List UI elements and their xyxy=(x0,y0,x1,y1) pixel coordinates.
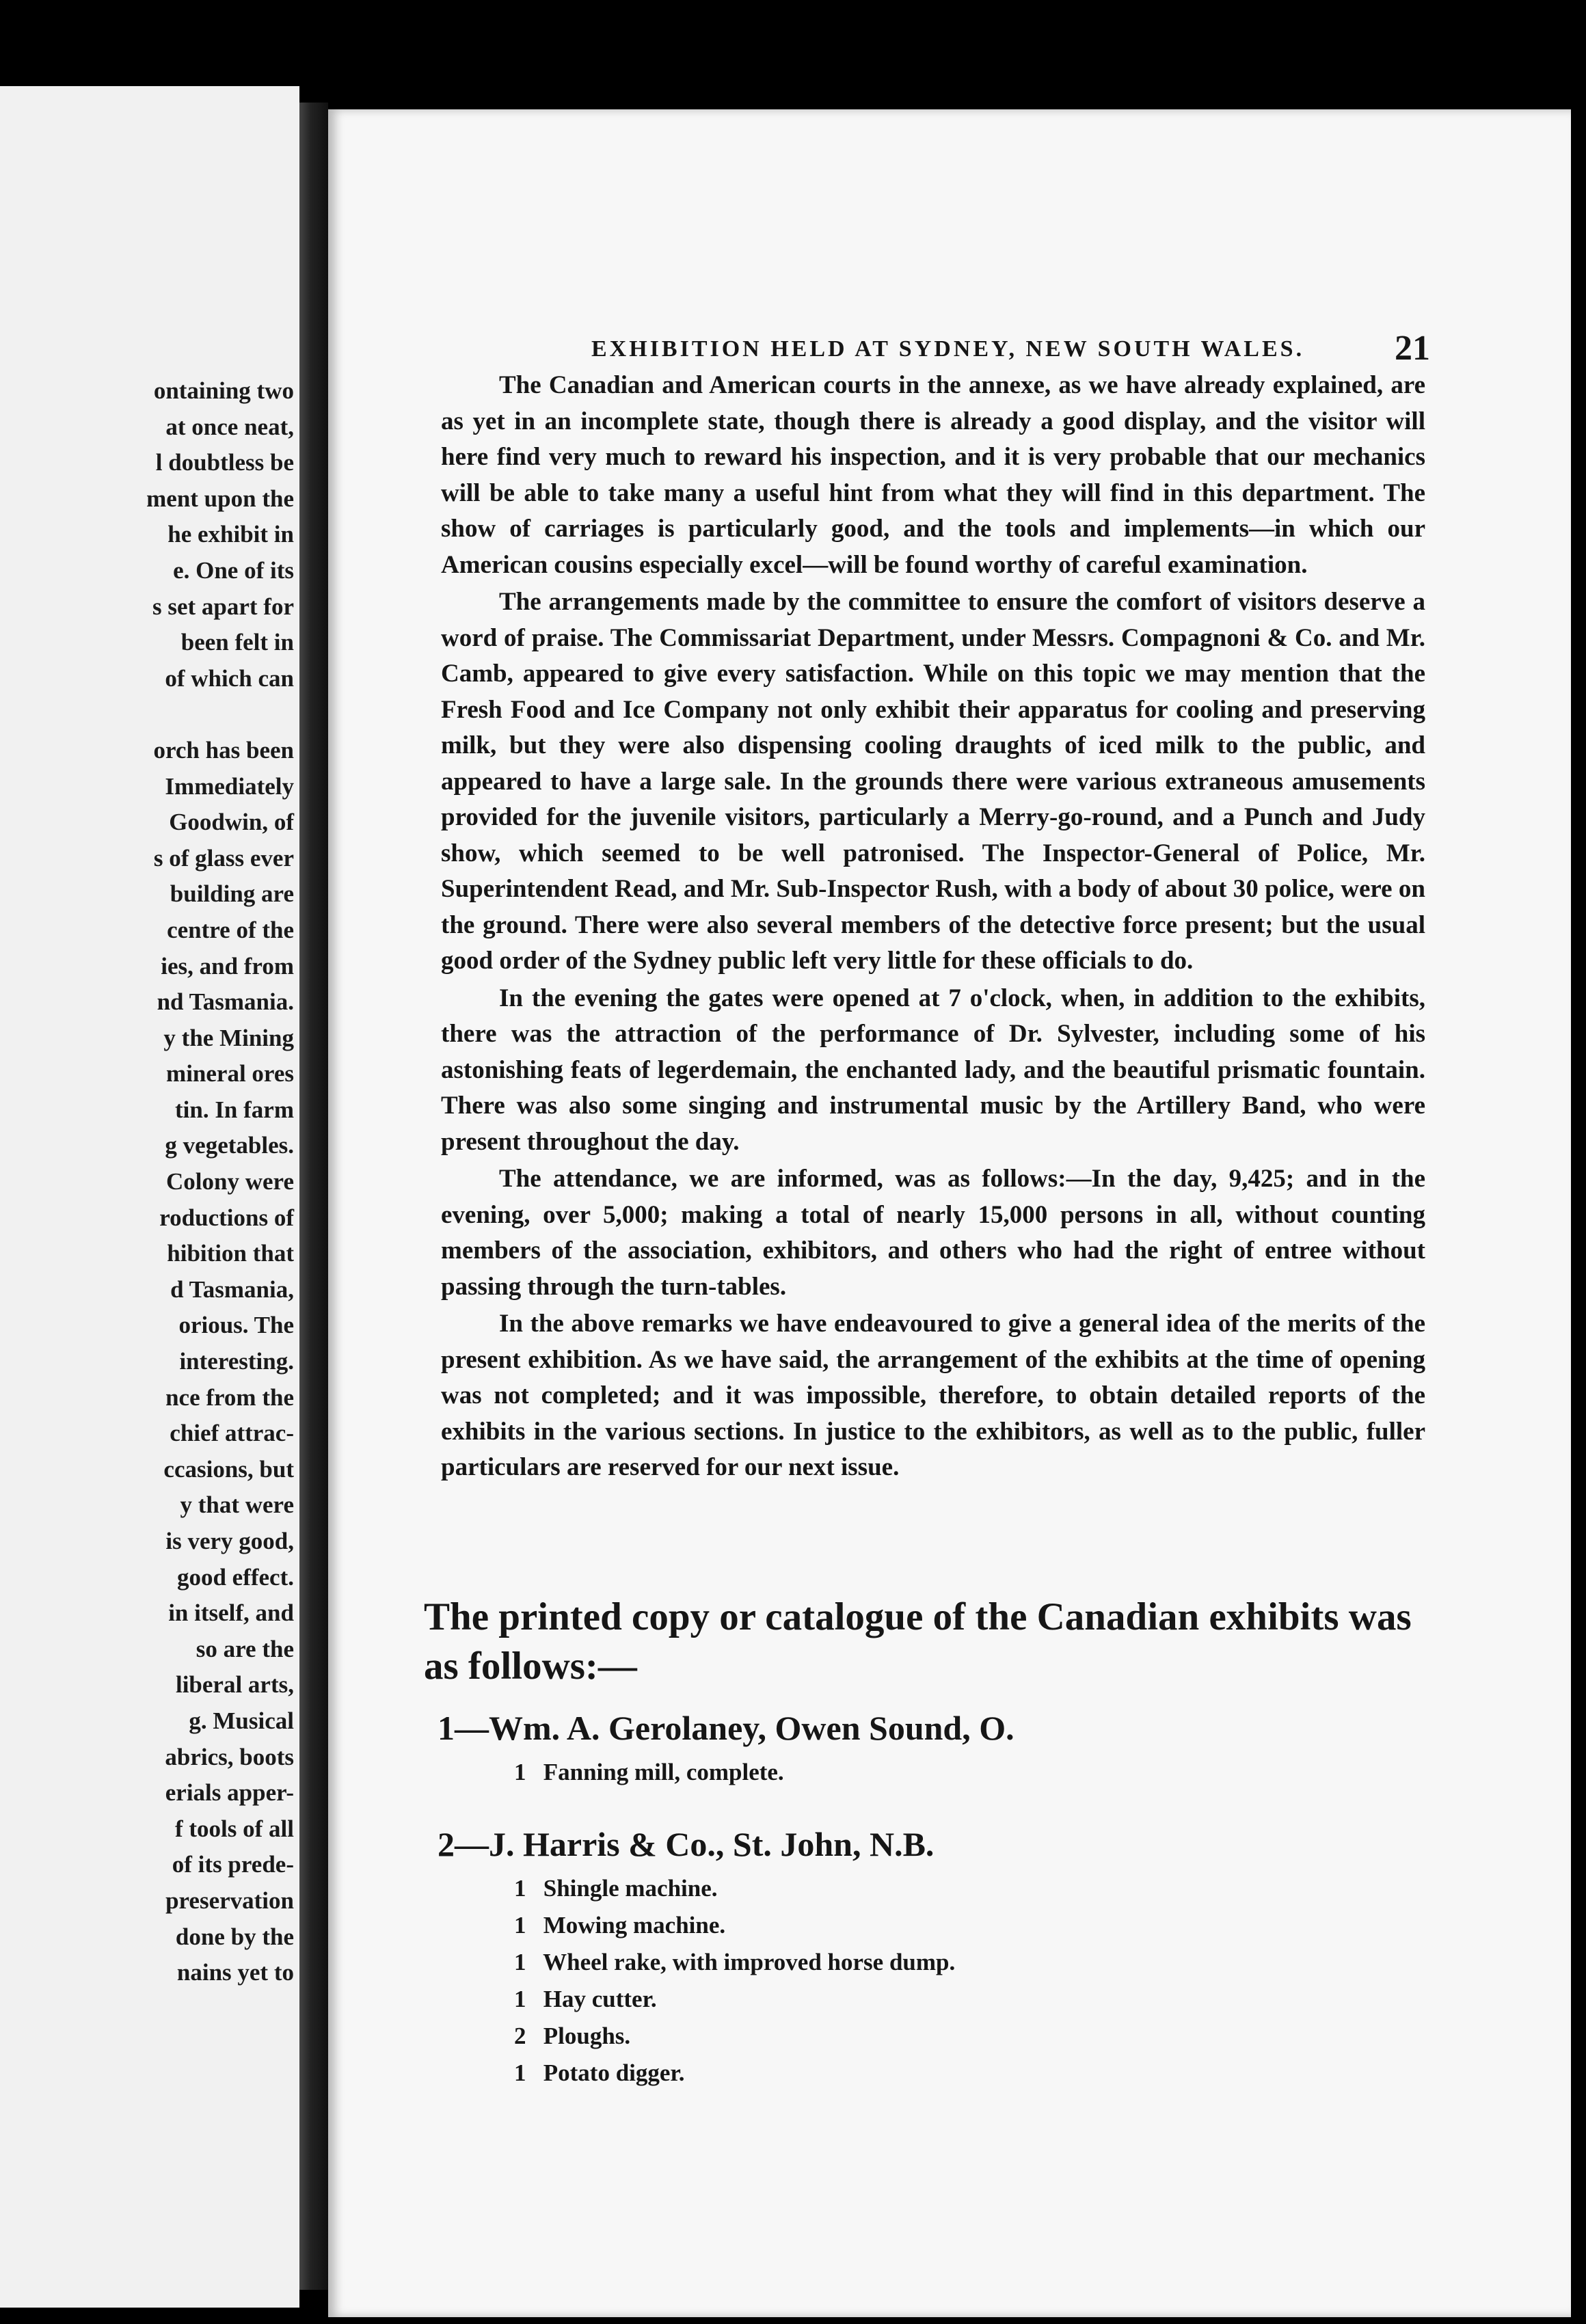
left-page-line: interesting. xyxy=(179,1348,294,1375)
left-page-line: done by the xyxy=(175,1923,294,1950)
paragraph: The arrangements made by the committee to ensure the comfort of visitors deserve a word of praise. The Commissariat Department, under Messrs. Compagnoni & Co. and Mr. Camb, appeared to give every satisfaction. While on this topic we may mention that the Fresh Food and Ice Company not only exhibit their apparatus for cooling and preserving milk, but they were also dispensing cooling draughts of iced milk to the public, and appeared to have a large sale. In the grounds there were various extraneous amusements provided for the juvenile visitors, particularly a Merry-go-round, and a Punch and Judy show, which seemed to be well patronised. The Inspector-General of Police, Mr. Superintendent Read, and Mr. Sub-Inspector Rush, with a body of about 30 police, were on the ground. There were also several members of the detective force present; but the usual good order of the Sydney public left very little for these officials to do. xyxy=(441,588,1425,975)
left-page-line: l doubtless be xyxy=(155,449,294,476)
catalogue-heading: The printed copy or catalogue of the Canadian exhibits was as follows:— xyxy=(424,1595,1412,1688)
entry-items xyxy=(438,1870,1395,2092)
left-page-line: Goodwin, of xyxy=(169,809,294,836)
left-page-line: ccasions, but xyxy=(163,1455,294,1483)
left-page-line: e. One of its xyxy=(173,556,294,584)
entry-items xyxy=(438,1754,1395,1791)
left-page-line: Immediately xyxy=(165,772,294,800)
left-page-line: ontaining two xyxy=(153,377,294,404)
left-page-line xyxy=(0,697,294,733)
left-page-line: so are the xyxy=(196,1635,294,1662)
left-page-line: building are xyxy=(170,880,294,908)
left-page-line: mineral ores xyxy=(166,1060,294,1087)
entry-title: 1—Wm. A. Gerolaney, Owen Sound, O. xyxy=(438,1709,1014,1747)
catalogue-entry xyxy=(438,1707,1395,1791)
entry-item xyxy=(514,1944,1395,1981)
paragraph: In the above remarks we have endeavoured to give a general idea of the merits of the present exhibition. As we have said, the arrangement of the exhibits at the time of opening was not completed; and it was impossible, therefore, to obtain detailed reports of the exhibits in the various sections. In justice to the exhibitors, as well as to the public, fuller particulars are reserved for our next issue. xyxy=(441,1310,1425,1481)
item-quantity: 1 xyxy=(514,2059,526,2086)
left-page-line: y the Mining xyxy=(163,1024,294,1051)
book-gutter xyxy=(299,103,328,2290)
left-page-line: Colony were xyxy=(166,1168,294,1195)
item-name: Ploughs. xyxy=(543,2023,631,2049)
left-page-text xyxy=(0,373,294,1991)
entry-item xyxy=(514,1981,1395,2018)
item-quantity: 2 xyxy=(514,2023,526,2049)
item-name: Wheel rake, with improved horse dump. xyxy=(543,1949,956,1975)
left-page-line: liberal arts, xyxy=(175,1671,294,1699)
left-page-line: of its prede- xyxy=(172,1851,294,1878)
left-page-line: been felt in xyxy=(180,629,294,656)
left-page-line: s set apart for xyxy=(152,593,294,620)
item-name: Fanning mill, complete. xyxy=(543,1759,784,1785)
body-text xyxy=(441,368,1425,1487)
left-page-line: roductions of xyxy=(159,1204,294,1231)
catalogue-entry xyxy=(438,1824,1395,2092)
left-page-line: y that were xyxy=(180,1491,294,1519)
left-page-line: orch has been xyxy=(153,736,294,764)
page-number: 21 xyxy=(1395,329,1430,368)
left-page-line: he exhibit in xyxy=(167,521,294,548)
left-page-line: nains yet to xyxy=(176,1959,294,1986)
left-page-line: nd Tasmania. xyxy=(157,988,294,1016)
entry-item xyxy=(514,1754,1395,1791)
running-head: EXHIBITION HELD AT SYDNEY, NEW SOUTH WALES. xyxy=(591,336,1305,362)
paragraph: The attendance, we are informed, was as follows:—In the day, 9,425; and in the evening, over 5,000; making a total of nearly 15,000 persons in all, without counting members of the association, exhibitors, and others who had the right of entree without passing through the turn-tables. xyxy=(441,1165,1425,1301)
left-page-line: at once neat, xyxy=(165,413,294,440)
left-page-line: preservation xyxy=(165,1887,294,1914)
entry-item xyxy=(514,2055,1395,2092)
left-page-line: erials apper- xyxy=(165,1779,294,1807)
left-page-line: abrics, boots xyxy=(165,1743,294,1770)
item-name: Potato digger. xyxy=(543,2059,685,2086)
entry-title: 2—J. Harris & Co., St. John, N.B. xyxy=(438,1825,935,1863)
entry-item xyxy=(514,2018,1395,2055)
item-name: Mowing machine. xyxy=(543,1912,726,1938)
left-page-line: ies, and from xyxy=(161,952,294,979)
left-page-line: s of glass ever xyxy=(153,844,294,871)
entry-item xyxy=(514,1907,1395,1944)
item-quantity: 1 xyxy=(514,1912,526,1938)
item-quantity: 1 xyxy=(514,1986,526,2012)
paragraph: In the evening the gates were opened at 7 o'clock, when, in addition to the exhibits, there was the attraction of the performance of Dr. Sylvester, including some of his astonishing feats of legerdemain, the enchanted lady, and the beautiful prismatic fountain. There was also some singing and instrumental music by the Artillery Band, who were present throughout the day. xyxy=(441,984,1425,1156)
left-page-line: ment upon the xyxy=(146,485,294,512)
left-page-line: f tools of all xyxy=(174,1815,294,1842)
left-page-line: orious. The xyxy=(178,1312,294,1339)
left-page-line: good effect. xyxy=(176,1563,294,1591)
left-page-line: centre of the xyxy=(167,916,294,943)
left-page xyxy=(0,86,299,2308)
left-page-line: of which can xyxy=(165,664,294,692)
left-page-line: hibition that xyxy=(167,1240,294,1267)
left-page-line: g vegetables. xyxy=(165,1132,294,1159)
left-page-line: nce from the xyxy=(165,1383,294,1411)
left-page-line: chief attrac- xyxy=(170,1420,294,1447)
paragraph: The Canadian and American courts in the annexe, as we have already explained, are as yet in an incomplete state, though there is already a good display, and the visitor will here find very much to reward his inspection, and it is very probable that our mechanics will be able to take many a useful hint from what they will find in this department. The show of carriages is particularly good, and the tools and implements—in which our American cousins especially excel—will be found worthy of careful examination. xyxy=(441,371,1425,579)
left-page-line: is very good, xyxy=(165,1528,294,1554)
item-name: Shingle machine. xyxy=(543,1875,718,1902)
item-quantity: 1 xyxy=(514,1759,526,1785)
left-page-line: in itself, and xyxy=(168,1599,294,1627)
right-page xyxy=(328,109,1571,2317)
left-page-line: tin. In farm xyxy=(174,1096,294,1123)
item-name: Hay cutter. xyxy=(543,1986,657,2012)
item-quantity: 1 xyxy=(514,1949,526,1975)
left-page-line: d Tasmania, xyxy=(170,1275,294,1303)
left-page-line: g. Musical xyxy=(189,1707,294,1734)
entry-item xyxy=(514,1870,1395,1907)
item-quantity: 1 xyxy=(514,1875,526,1902)
